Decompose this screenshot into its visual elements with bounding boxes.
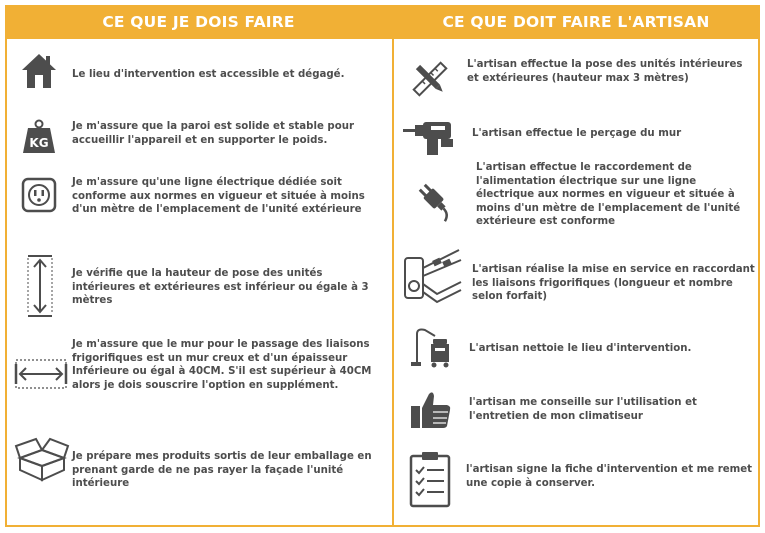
- kg-weight-icon: [19, 117, 59, 157]
- right-column: [392, 5, 760, 527]
- left-item-6-text: Je prépare mes produits sortis de leur emballage en prenant garde de ne pas rayer la façade l'unité intérieure: [72, 451, 372, 490]
- left-item-5-text: Je m'assure que le mur pour le passage des liaisons frigorifiques est un mur creux et d'un épaisseur Inférieure ou égal à 40CM. S'il est supérieur à 40CM alors je dois souscrire l'option en supplément.: [72, 339, 372, 391]
- vacuum-cleaner-icon: [408, 323, 454, 369]
- thumbs-up-icon: [408, 387, 454, 433]
- right-item-2-text: L'artisan effectue le perçage du mur: [472, 128, 682, 139]
- right-item-6-text: l'artisan me conseille sur l'utilisation et l'entretien de mon climatiseur: [469, 397, 697, 422]
- refrigerant-pipes-icon: [400, 245, 466, 305]
- svg-text:KG: KG: [29, 136, 49, 150]
- wall-thickness-icon: [13, 357, 69, 391]
- power-outlet-icon: [19, 175, 59, 215]
- clipboard-checklist-icon: [408, 449, 452, 509]
- left-item-3-text: Je m'assure qu'une ligne électrique dédiée soit conforme aux normes en vigueur et située à moins d'un mètre de l'emplacement de l'unité extérieure: [72, 177, 365, 216]
- open-box-icon: [13, 435, 71, 483]
- left-item-4-text: Je vérifie que la hauteur de pose des unités intérieures et extérieures est inférieur ou égale à 3 mètres: [72, 268, 369, 307]
- right-item-5-text: L'artisan nettoie le lieu d'intervention.: [469, 343, 692, 354]
- right-header: CE QUE DOIT FAIRE L'ARTISAN: [392, 5, 760, 39]
- right-item-3-text: L'artisan effectue le raccordement de l'alimentation électrique sur une ligne électrique aux normes en vigueur et située à moins d'un mètre de l'emplacement de l'unité extérieure est conforme: [476, 162, 741, 228]
- left-column: [5, 5, 392, 527]
- right-item-1-text: L'artisan effectue la pose des unités intérieures et extérieures (hauteur max 3 mètres): [467, 59, 743, 84]
- electric-plug-icon: [410, 175, 460, 225]
- right-item-4-text: L'artisan réalise la mise en service en raccordant les liaisons frigorifiques (longueur et nombre selon forfait): [472, 264, 755, 303]
- left-item-1-text: Le lieu d'intervention est accessible et dégagé.: [72, 69, 345, 80]
- left-item-2-text: Je m'assure que la paroi est solide et stable pour accueillir l'appareil et en supporter le poids.: [72, 121, 354, 146]
- right-item-7-text: l'artisan signe la fiche d'intervention et me remet une copie à conserver.: [466, 464, 753, 489]
- house-icon: [19, 51, 59, 91]
- vertical-height-icon: [23, 253, 57, 319]
- drill-icon: [402, 117, 460, 157]
- left-header: CE QUE JE DOIS FAIRE: [5, 5, 392, 39]
- ruler-pencil-icon: [410, 59, 450, 99]
